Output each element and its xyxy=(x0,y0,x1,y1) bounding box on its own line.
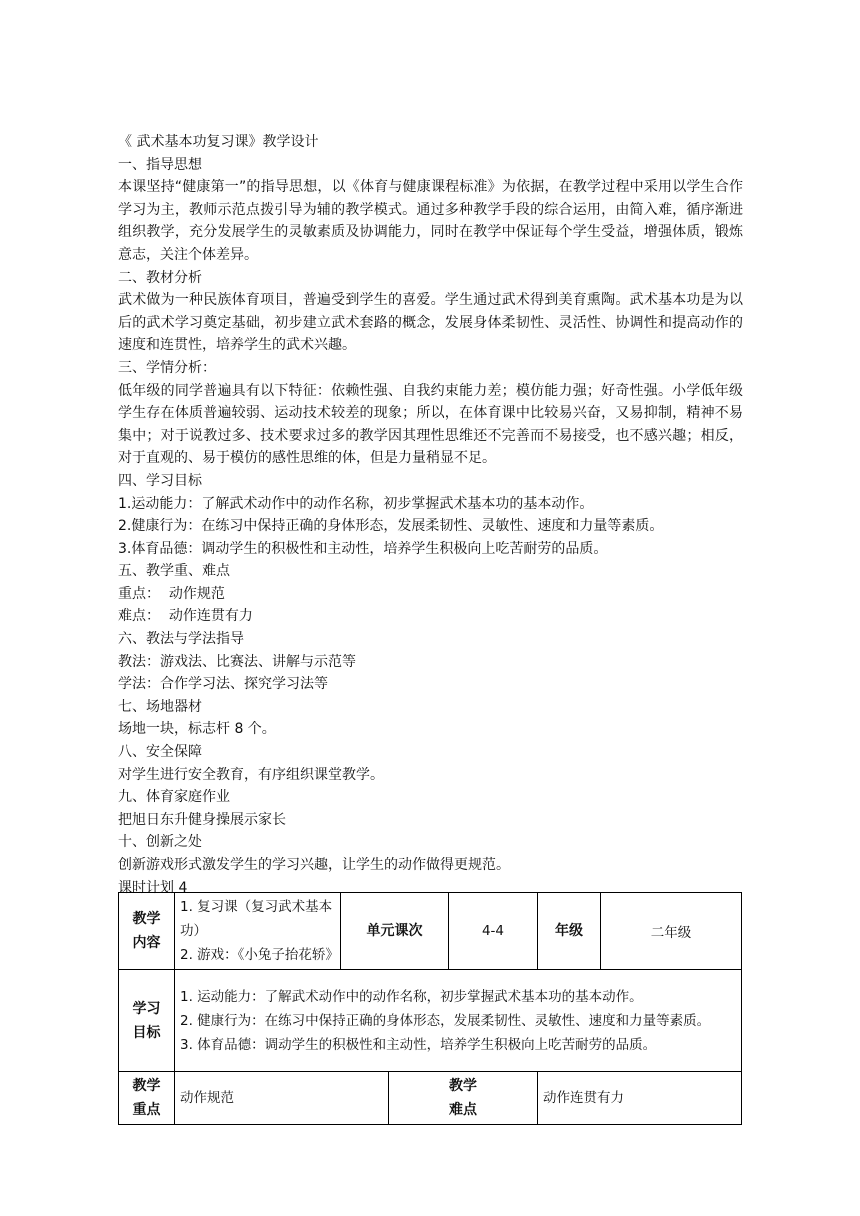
safety-text: 对学生进行安全教育，有序组织课堂教学。 xyxy=(118,766,384,783)
difficult-point-label: 教学 难点 xyxy=(389,1072,538,1125)
key-point-text: 重点： 动作规范 xyxy=(118,585,225,602)
learning-goal-item: 3.体育品德：调动学生的积极性和主动性，培养学生积极向上吃苦耐劳的品质。 xyxy=(118,540,608,557)
key-point-label: 教学 重点 xyxy=(119,1072,175,1125)
learning-method-text: 学法：合作学习法、探究学习法等 xyxy=(118,676,328,693)
teaching-content-item: 2. 游戏：《小兔子抬花轿》 xyxy=(180,947,339,963)
section-heading-learning-goals: 四、学习目标 xyxy=(118,472,202,489)
section-body-material-analysis: 武术做为一种民族体育项目，普遍受到学生的喜爱。学生通过武术得到美育熏陶。武术基本功是为以后的武术学习奠定基础，初步建立武术套路的概念，发展身体柔韧性、灵活性、协调性和提高动作的速度和连贯性，培养学生的武术兴趣。 xyxy=(118,292,743,354)
teaching-content-cell xyxy=(175,893,341,970)
section-heading-guiding-ideology: 一、指导思想 xyxy=(118,156,202,173)
difficult-point-value: 动作连贯有力 xyxy=(538,1072,742,1125)
goal-item: 2. 健康行为：在练习中保持正确的身体形态，发展柔韧性、灵敏性、速度和力量等素质。 xyxy=(180,1012,711,1029)
document-title: 《 武术基本功复习课》教学设计 xyxy=(118,134,319,150)
section-body-student-analysis: 低年级的同学普遍具有以下特征：依赖性强、自我约束能力差；模仿能力强；好奇性强。小学低年级学生存在体质普遍较弱、运动技术较差的现象；所以，在体育课中比较易兴奋，又易抑制，精神不易集中；对于说教过多、技术要求过多的教学因其理性思维还不完善而不易接受，也不感兴趣；相反，对于直观的、易于模仿的感性思维的体，但是力量稍显不足。 xyxy=(118,382,743,467)
section-heading-student-analysis: 三、学情分析： xyxy=(118,359,216,376)
section-body-guiding-ideology: 本课坚持“健康第一”的指导思想，以《体育与健康课程标准》为依据，在教学过程中采用以学生合作学习为主，教师示范点拨引导为辅的教学模式。通过多种教学手段的综合运用，由简入难，循序渐进组织教学，充分发展学生的灵敏素质及协调能力，同时在教学中保证每个学生受益，增强体质，锻炼意志，关注个体差异。 xyxy=(118,179,743,263)
goal-item: 1. 运动能力：了解武术动作中的动作名称，初步掌握武术基本功的基本动作。 xyxy=(180,988,643,1005)
learning-goals-label: 学习 目标 xyxy=(119,970,175,1072)
section-heading-homework: 九、体育家庭作业 xyxy=(118,789,230,806)
table-row-goals xyxy=(119,970,742,1072)
section-heading-methods: 六、教法与学法指导 xyxy=(118,631,244,648)
unit-lesson-value: 4-4 xyxy=(449,893,538,970)
learning-goals-cell xyxy=(175,970,742,1072)
learning-goal-item: 1.运动能力：了解武术动作中的动作名称，初步掌握武术基本功的基本动作。 xyxy=(118,495,594,512)
innovation-text: 创新游戏形式激发学生的学习兴趣，让学生的动作做得更规范。 xyxy=(118,857,510,873)
homework-text: 把旭日东升健身操展示家长 xyxy=(118,811,286,828)
teaching-content-label: 教学 内容 xyxy=(119,893,175,970)
table-row-content xyxy=(119,893,742,970)
section-heading-venue: 七、场地器材 xyxy=(118,698,202,715)
difficult-point-text: 难点： 动作连贯有力 xyxy=(118,608,253,625)
section-heading-safety: 八、安全保障 xyxy=(118,744,202,761)
key-point-value: 动作规范 xyxy=(175,1072,389,1125)
lesson-plan-table xyxy=(118,892,742,1125)
unit-lesson-label: 单元课次 xyxy=(341,893,449,970)
grade-label: 年级 xyxy=(538,893,601,970)
grade-value: 二年级 xyxy=(601,893,742,970)
venue-text: 场地一块，标志杆 8 个。 xyxy=(118,721,276,738)
table-row-key-points xyxy=(119,1072,742,1125)
goal-item: 3. 体育品德：调动学生的积极性和主动性，培养学生积极向上吃苦耐劳的品质。 xyxy=(180,1036,657,1053)
section-heading-material-analysis: 二、教材分析 xyxy=(118,269,202,286)
section-heading-key-points: 五、教学重、难点 xyxy=(118,563,230,580)
teaching-content-item: 1. 复习课（复习武术基本功） xyxy=(180,899,333,939)
section-heading-innovation: 十、创新之处 xyxy=(118,834,202,851)
learning-goal-item: 2.健康行为：在练习中保持正确的身体形态，发展柔韧性、灵敏性、速度和力量等素质。 xyxy=(118,518,664,535)
lesson-plan-title: 课时计划 4 xyxy=(118,879,188,896)
document-body xyxy=(118,131,743,899)
teaching-method-text: 教法：游戏法、比赛法、讲解与示范等 xyxy=(118,653,356,670)
